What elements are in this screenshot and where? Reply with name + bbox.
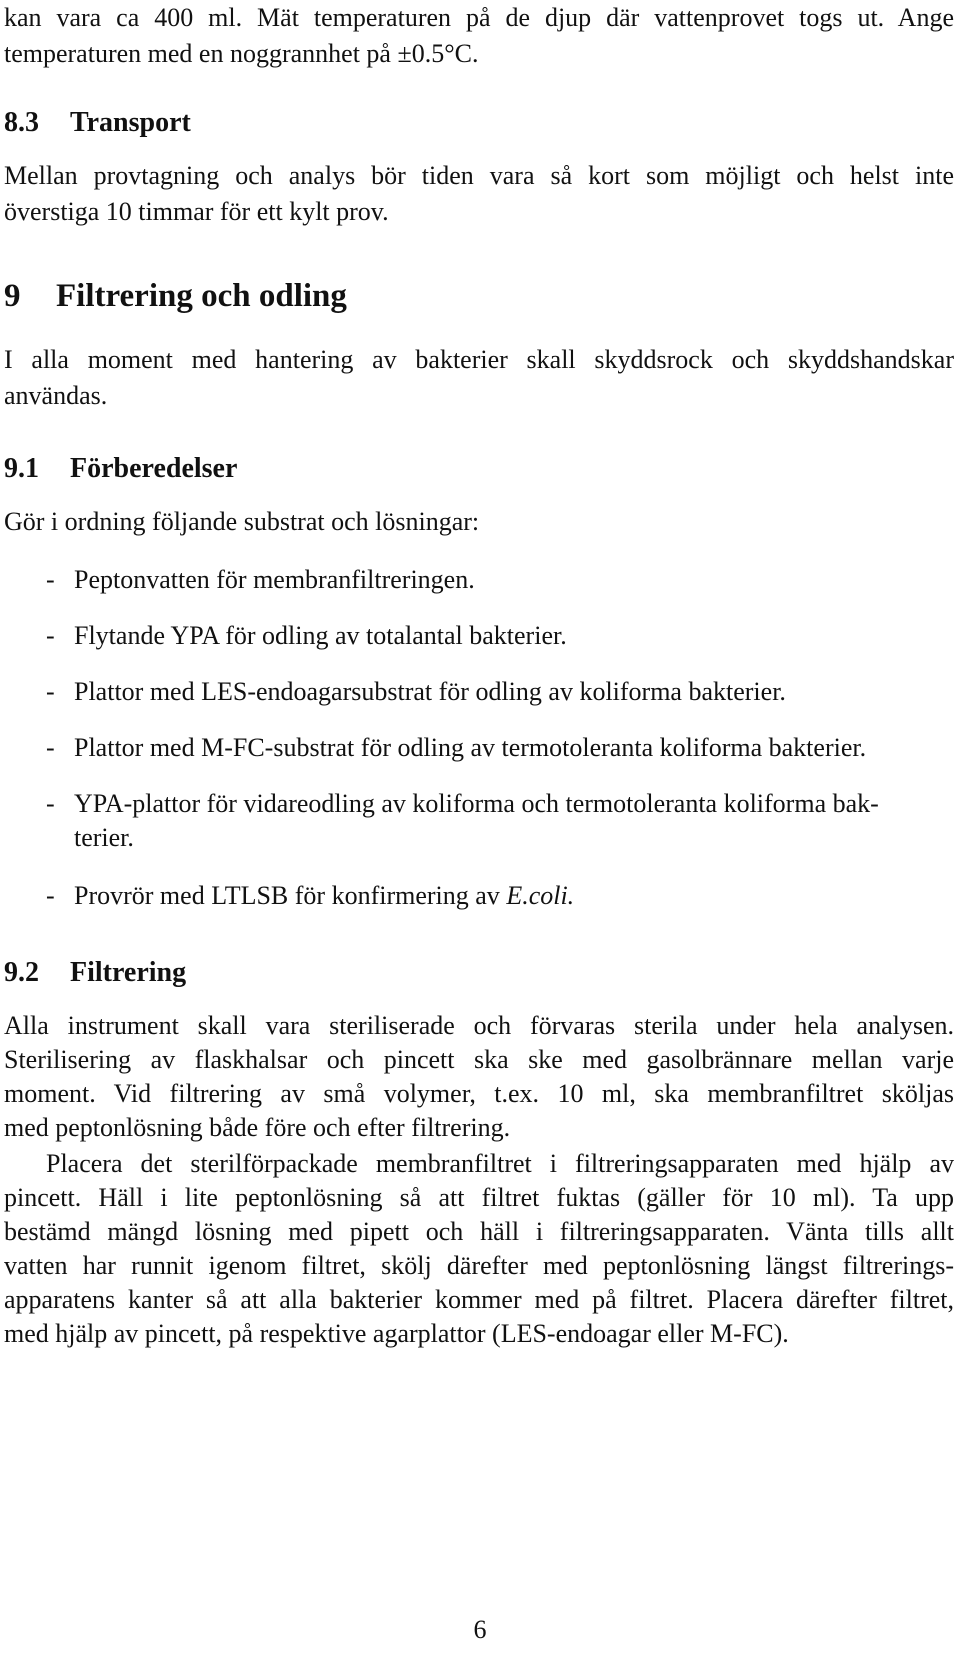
paragraph-line: Placera det sterilförpackade membranfiltret i filtreringsapparaten med hjälp av: [46, 1149, 954, 1178]
paragraph-line: I alla moment med hantering av bakterier skall skyddsrock och skyddshandskar: [4, 345, 954, 374]
list-item-text: terier.: [74, 823, 134, 852]
list-item-text: Plattor med M-FC-substrat för odling av termotoleranta koliforma bakterier.: [74, 733, 867, 762]
list-dash: -: [46, 621, 55, 650]
section-title: Filtrering: [70, 957, 187, 988]
page-number: 6: [473, 1615, 487, 1644]
paragraph-line: pincett. Häll i lite peptonlösning så att filtret fuktas (gäller för 10 ml). Ta upp: [4, 1183, 954, 1212]
section-number: 9: [4, 278, 21, 314]
paragraph-line: med hjälp av pincett, på respektive agarplattor (LES-endoagar eller M-FC).: [4, 1319, 789, 1348]
paragraph-line: temperaturen med en noggrannhet på ±0.5°C.: [4, 39, 479, 68]
section-title: Förberedelser: [70, 453, 238, 484]
paragraph-line: Alla instrument skall vara steriliserade och förvaras sterila under hela analysen.: [4, 1011, 954, 1040]
section-heading-8-3: [4, 106, 191, 140]
list-intro: Gör i ordning följande substrat och lösningar:: [4, 507, 480, 536]
list-item-text: [74, 880, 574, 912]
list-item-text: Peptonvatten för membranfiltreringen.: [74, 565, 475, 594]
paragraph-line: överstiga 10 timmar för ett kylt prov.: [4, 197, 389, 226]
section-heading-9: [4, 276, 347, 316]
paragraph-line: vatten har runnit igenom filtret, skölj därefter med peptonlösning längst filtrerings-: [4, 1251, 954, 1280]
paragraph-line: kan vara ca 400 ml. Mät temperaturen på de djup där vattenprovet togs ut. Ange: [4, 3, 954, 32]
section-heading-9-2: [4, 956, 186, 990]
section-heading-9-1: [4, 452, 237, 486]
list-dash: -: [46, 789, 55, 818]
paragraph-line: apparatens kanter så att alla bakterier kommer med på filtret. Placera därefter filtret,: [4, 1285, 954, 1314]
list-dash: -: [46, 677, 55, 706]
list-dash: -: [46, 881, 55, 910]
list-item-text: Plattor med LES-endoagarsubstrat för odling av koliforma bakterier.: [74, 677, 786, 706]
list-item-text: YPA-plattor för vidareodling av koliforma och termotoleranta koliforma bak-: [74, 789, 879, 818]
list-dash: -: [46, 733, 55, 762]
paragraph-line: Mellan provtagning och analys bör tiden vara så kort som möjligt och helst inte: [4, 161, 954, 190]
list-item-text-plain: Provrör med LTLSB för konfirmering av: [74, 881, 507, 910]
paragraph-line: användas.: [4, 381, 108, 410]
paragraph-line: med peptonlösning både före och efter filtrering.: [4, 1113, 511, 1142]
section-number: 9.2: [4, 957, 39, 988]
section-title: Transport: [70, 107, 191, 138]
paragraph-line: Sterilisering av flaskhalsar och pincett ska ske med gasolbrännare mellan varje: [4, 1045, 954, 1074]
section-number: 8.3: [4, 107, 39, 138]
list-item-text: Flytande YPA för odling av totalantal bakterier.: [74, 621, 567, 650]
paragraph-line: bestämd mängd lösning med pipett och häll i filtreringsapparaten. Vänta tills allt: [4, 1217, 954, 1246]
section-title: Filtrering och odling: [56, 278, 347, 314]
section-number: 9.1: [4, 453, 39, 484]
list-dash: -: [46, 565, 55, 594]
species-name: E.coli.: [506, 881, 575, 910]
paragraph-line: moment. Vid filtrering av små volymer, t.ex. 10 ml, ska membranfiltret sköljas: [4, 1079, 954, 1108]
